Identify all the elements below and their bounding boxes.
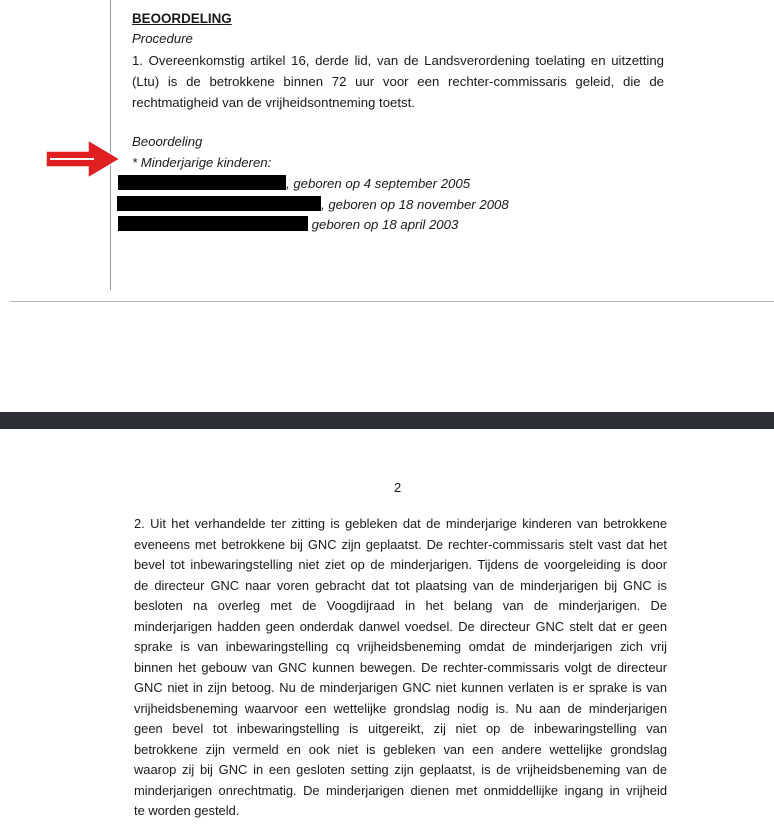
paragraph-line: geen bevel tot inbewaringstelling is uitgereikt, zij niet op de inbewaringstelling van	[134, 721, 667, 736]
paragraph-line: bevel tot inbewaringstelling niet ziet op de minderjarigen. Tijdens de voorgeleiding is door	[134, 557, 667, 572]
paragraph-line: sprake is van inbewaringstelling cq vrijheidsbeneming omdat de minderjarigen zich vrij	[134, 639, 667, 654]
paragraph-line: waarop zij bij GNC in een gesloten setting zijn geplaatst, is de vrijheidsbeneming van de	[134, 762, 667, 777]
paragraph-line: binnen het gebouw van GNC kunnen bewegen. De rechter-commissaris volgt de directeur	[134, 659, 667, 675]
child-row	[118, 215, 458, 236]
page-bottom-edge	[10, 301, 774, 302]
child-row	[118, 174, 470, 195]
red-arrow-icon	[44, 138, 122, 185]
procedure-label: Procedure	[132, 31, 193, 46]
paragraph-line: GNC niet in zijn betoog. Nu de minderjarigen GNC niet kunnen verlaten is er sprake is van	[134, 680, 667, 695]
paragraph-line: eveneens met betrokkene bij GNC zijn geplaatst. De rechter-commissaris stelt vast dat het	[134, 536, 667, 552]
paragraph-line: de directeur GNC naar voren gebracht dat tot plaatsing van de minderjarigen bij GNC is	[134, 577, 667, 593]
paragraph-line: minderjarigen onrechtmatig. De minderjarigen dienen met onmiddellijke ingang in vrijheid	[134, 782, 667, 798]
document-page-1	[0, 0, 774, 412]
redaction-bar	[118, 175, 286, 190]
child-birth-text: geboren op 18 april 2003	[308, 217, 459, 232]
page-separator-band	[0, 412, 774, 429]
page-number: 2	[394, 480, 402, 495]
paragraph-line: betrokkene zijn vermeld en ook niet is gebleken van een andere wettelijke grondslag	[134, 741, 667, 757]
minors-label: * Minderjarige kinderen:	[132, 155, 272, 170]
paragraph-line: te worden gesteld.	[134, 803, 240, 818]
paragraph-line: besloten na overleg met de Voogdijraad in het belang van de minderjarigen. De	[134, 598, 667, 613]
paragraph-line: vrijheidsbeneming waarvoor een wettelijke grondslag nodig is. Nu aan de minderjarigen	[134, 700, 667, 716]
paragraph-2	[134, 514, 667, 822]
redaction-bar	[118, 216, 308, 231]
beoordeling-label: Beoordeling	[132, 134, 203, 149]
child-birth-text: , geboren op 18 november 2008	[321, 197, 509, 212]
paragraph-line: minderjarigen hadden geen onderdak danwel voedsel. De directeur GNC stelt dat er geen	[134, 618, 667, 634]
child-row	[117, 195, 509, 216]
section-heading: BEOORDELING	[132, 11, 232, 26]
child-birth-text: , geboren op 4 september 2005	[286, 176, 471, 191]
paragraph-1: 1. Overeenkomstig artikel 16, derde lid, van de Landsverordening toelating en uitzetting (Ltu) is de betrokkene binnen 72 uur voor een rechter-commissaris geleid, die de rechtmatigheid van de vrijheidsontneming toetst.	[132, 53, 664, 110]
redaction-bar	[117, 196, 321, 211]
paragraph-line: 2. Uit het verhandelde ter zitting is gebleken dat de minderjarige kinderen van betrokkene	[134, 516, 667, 531]
